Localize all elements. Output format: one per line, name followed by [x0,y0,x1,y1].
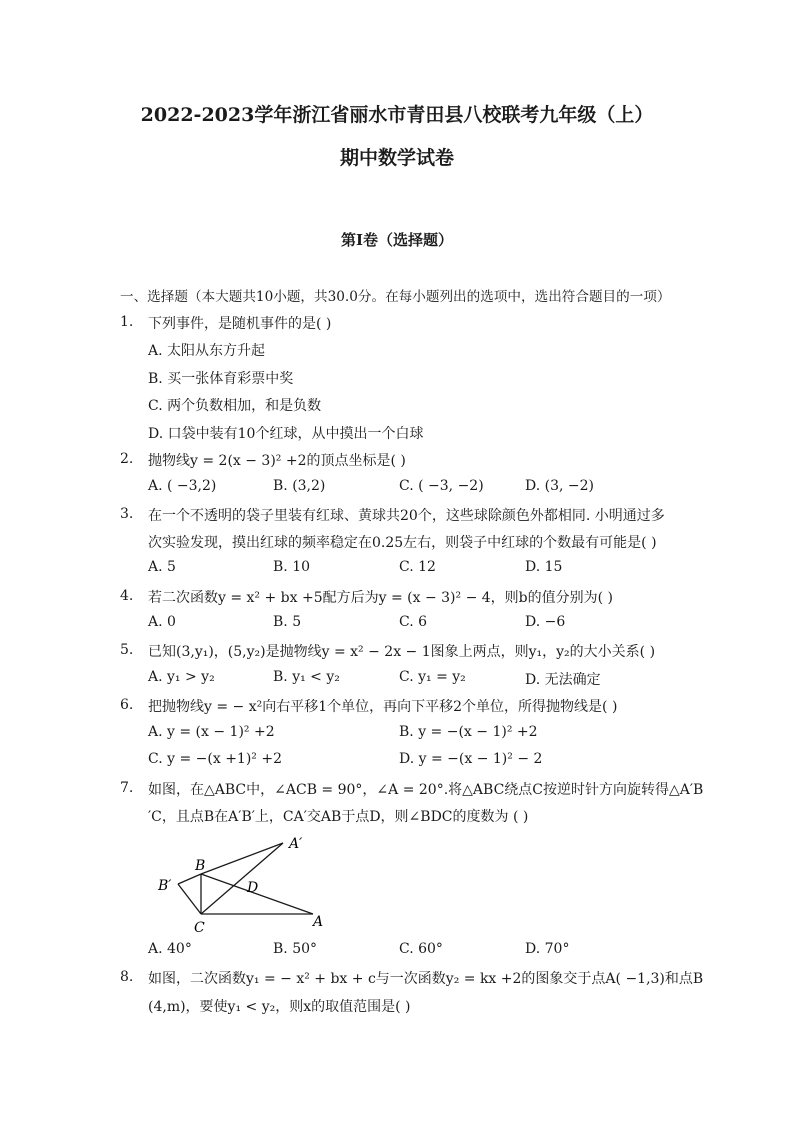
label-A: A [313,914,324,930]
option: A. y = (x − 1)² +2 [148,724,275,740]
option: B. (3,2) [273,478,326,494]
option: B. y = −(x − 1)² +2 [399,724,538,740]
exam-title-line1: 2022-2023学年浙江省丽水市青田县八校联考九年级（上） [140,104,654,126]
option: C. 12 [399,559,436,575]
option: C. 60° [399,941,443,957]
option: D. −6 [525,614,566,630]
label-B: B [195,858,206,874]
option: D. (3, −2) [525,478,594,494]
option: A. ( −3,2) [148,478,217,494]
volume-heading: 第Ⅰ卷（选择题） [340,231,454,249]
question-stem: 若二次函数y = x² + bx +5配方后为y = (x − 3)² − 4，则b的值分别为( ) [148,590,614,606]
option: A. 5 [148,559,176,575]
option: B. 5 [273,614,302,630]
option: C. 两个负数相加，和是负数 [148,398,322,414]
question-number: 7. [120,780,134,796]
option: B. y₁ < y₂ [273,669,340,685]
option: D. 15 [525,559,563,575]
option: D. y = −(x − 1)² − 2 [399,751,543,767]
question-stem-line2: ′C，且点B在A′B′上，CA′交AB于点D，则∠BDC的度数为 ( ) [148,809,529,825]
part-heading: 一、选择题（本大题共10小题，共30.0分。在每小题列出的选项中，选出符合题目的一项） [120,289,671,305]
label-D: D [247,880,259,896]
label-B-prime: B′ [158,878,172,894]
option: A. 40° [148,941,192,957]
label-C: C [194,920,205,936]
rotation-triangle-figure [150,832,340,940]
question-number: 4. [120,588,134,604]
option: C. ( −3, −2) [399,478,484,494]
question-number: 8. [120,969,134,985]
question-number: 1. [120,314,134,330]
question-stem-line2: 次实验发现，摸出红球的频率稳定在0.25左右，则袋子中红球的个数最有可能是( ) [148,535,657,551]
option: C. 6 [399,614,428,630]
option: B. 买一张体育彩票中奖 [148,371,294,387]
question-stem: 已知(3,y₁)，(5,y₂)是抛物线y = x² − 2x − 1图象上两点，则y₁，y₂的大小关系( ) [148,644,656,660]
exam-title-line2: 期中数学试卷 [339,147,454,169]
question-number: 2. [120,451,134,467]
option: C. y = −(x +1)² +2 [148,751,282,767]
question-stem-line1: 在一个不透明的袋子里装有红球、黄球共20个，这些球除颜色外都相同. 小明通过多 [148,508,665,524]
option: A. 0 [148,614,176,630]
question-number: 6. [120,697,134,713]
question-stem-line2: (4,m)，要使y₁ < y₂，则x的取值范围是( ) [148,999,411,1015]
question-stem-line1: 如图，二次函数y₁ = − x² + bx + c与一次函数y₂ = kx +2的图象交于点A( −1,3)和点B [148,971,704,987]
option: B. 50° [273,941,318,957]
option: A. 太阳从东方升起 [148,343,266,359]
option: C. y₁ = y₂ [399,669,466,685]
question-stem-line1: 如图，在△ABC中，∠ACB = 90°，∠A = 20°.将△ABC绕点C按逆时针方向旋转得△A′B [148,782,704,798]
option: D. 口袋中装有10个红球，从中摸出一个白球 [148,426,424,442]
question-stem: 抛物线y = 2(x − 3)² +2的顶点坐标是( ) [148,453,406,469]
option: B. 10 [273,559,311,575]
question-stem: 下列事件，是随机事件的是( ) [148,316,332,332]
question-number: 5. [120,642,134,658]
question-stem: 把抛物线y = − x²向右平移1个单位，再向下平移2个单位，所得抛物线是( ) [148,699,618,715]
option: D. 无法确定 [525,672,601,688]
question-number: 3. [120,506,134,522]
option: A. y₁ > y₂ [148,669,215,685]
label-A-prime: A′ [289,836,303,852]
option: D. 70° [525,941,570,957]
